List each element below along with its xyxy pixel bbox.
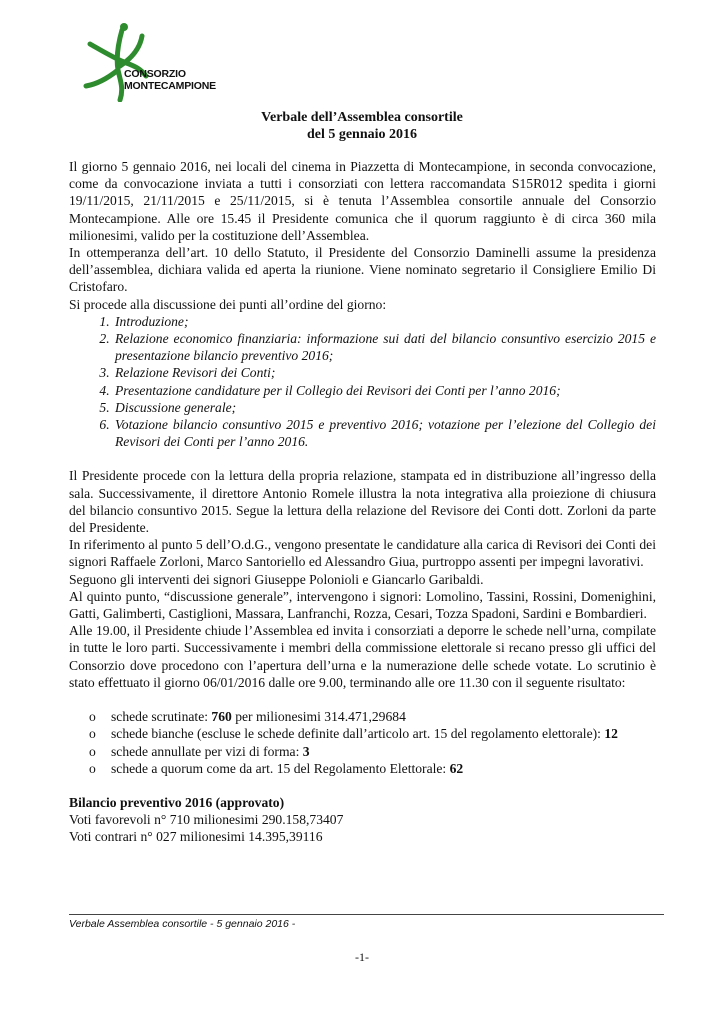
result-item bbox=[89, 743, 656, 760]
result-value: 760 bbox=[211, 709, 232, 725]
result-label: schede annullate per vizi di forma: bbox=[111, 743, 303, 759]
logo-line-1: CONSORZIO bbox=[124, 68, 186, 80]
logo-line-2: MONTECAMPIONE bbox=[124, 80, 216, 92]
document-title: Verbale dell’Assemblea consortile bbox=[261, 110, 463, 125]
result-item bbox=[89, 760, 656, 777]
votes-against: Voti contrari n° 027 milionesimi 14.395,39116 bbox=[69, 829, 323, 845]
agenda-item: 3. Relazione Revisori dei Conti; bbox=[113, 364, 656, 381]
agenda-list bbox=[69, 313, 656, 451]
result-item bbox=[89, 725, 656, 742]
page-number: -1- bbox=[355, 950, 369, 964]
result-suffix: per milionesimi 314.471,29684 bbox=[231, 709, 406, 725]
result-label: schede scrutinate: bbox=[111, 709, 212, 725]
result-item bbox=[89, 708, 656, 725]
result-value: 12 bbox=[604, 726, 618, 742]
agenda-item: 4. Presentazione candidature per il Collegio dei Revisori dei Conti per l’anno 2016; bbox=[113, 382, 656, 399]
votes-for: Voti favorevoli n° 710 milionesimi 290.158,73407 bbox=[69, 812, 344, 828]
bullet-icon: o bbox=[89, 760, 96, 776]
bullet-icon: o bbox=[89, 726, 96, 742]
paragraph-discussion: Al quinto punto, “discussione generale”, intervengono i signori: Lomolino, Tassini, Rossini, Domenighini, Gatti, Galimberti, Castiglioni, Massara, Lanfranchi, Rozza, Cesari, Tozza Spadoni, Sardini e Bombardieri. bbox=[69, 588, 656, 622]
paragraph-agenda-intro: Si procede alla discussione dei punti all’ordine del giorno: bbox=[69, 296, 387, 312]
agenda-item: 2. Relazione economico finanziaria: informazione sui dati del bilancio consuntivo esercizio 2015 e presentazione bilancio preventivo 2016; bbox=[113, 330, 656, 364]
result-value: 62 bbox=[449, 760, 464, 776]
footer-text: Verbale Assemblea consortile - 5 gennaio 2016 - bbox=[69, 918, 296, 930]
agenda-item: 5. Discussione generale; bbox=[113, 399, 656, 416]
paragraph-opening: Il giorno 5 gennaio 2016, nei locali del cinema in Piazzetta di Montecampione, in seconda convocazione, come da convocazione inviata a tutti i consorziati con lettera raccomandata S15R012 spedita i giorni 19/11/2015, 21/11/2015 e 25/11/2015, si è tenuta l’Assemblea consortile annuale del Consorzio Montecampione. Alle ore 15.45 il Presidente comunica che il quorum raggiunto è di circa 360 mila milionesimi, valido per la costituzione dell’Assemblea. bbox=[69, 159, 656, 243]
paragraph-interventions: Seguono gli interventi dei signori Giuseppe Polonioli e Giancarlo Garibaldi. bbox=[69, 571, 484, 587]
bullet-icon: o bbox=[89, 743, 96, 759]
result-label: schede a quorum come da art. 15 del Regolamento Elettorale: bbox=[111, 760, 450, 776]
result-value: 3 bbox=[302, 743, 310, 759]
logo-head-icon bbox=[120, 23, 128, 31]
document-body bbox=[69, 158, 656, 846]
result-label: schede bianche (escluse le schede definite dall’articolo art. 15 del regolamento elettorale): bbox=[111, 726, 605, 742]
paragraph-scrutiny: Alle 19.00, il Presidente chiude l’Assemblea ed invita i consorziati a deporre le schede nell’urna, compilate in tutte le loro parti. Successivamente i membri della commissione elettorale si recano presso gli uffici del Consorzio dove procedono con l’apertura dell’urna e la numerazione delle schede votate. Lo scrutinio è stato effettuato il giorno 06/01/2016 dalle ore 9.00, terminando alle ore 11.30 con il seguente risultato: bbox=[69, 623, 656, 690]
budget-heading: Bilancio preventivo 2016 (approvato) bbox=[69, 794, 285, 810]
paragraph-presidency: In ottemperanza dell’art. 10 dello Statuto, il Presidente del Consorzio Daminelli assume la presidenza dell’assemblea, dichiara valida ed aperta la riunione. Viene nominato segretario il Consigliere Emilio Di Cristofaro. bbox=[69, 245, 656, 295]
document-date: del 5 gennaio 2016 bbox=[306, 127, 418, 142]
agenda-item: 6. Votazione bilancio consuntivo 2015 e preventivo 2016; votazione per l’elezione del Collegio dei Revisori dei Conti per l’anno 2016. bbox=[113, 416, 656, 450]
footer-divider bbox=[69, 914, 664, 915]
agenda-item: 1. Introduzione; bbox=[113, 313, 656, 330]
results-list bbox=[69, 708, 656, 777]
bullet-icon: o bbox=[89, 709, 96, 725]
logo-text bbox=[124, 68, 216, 92]
paragraph-report: Il Presidente procede con la lettura della propria relazione, stampata ed in distribuzione all’ingresso della sala. Successivamente, il direttore Antonio Romele illustra la nota integrativa alla proiezione di chiusura del bilancio consuntivo 2015. Segue la lettura della relazione del Revisore dei Conti dott. Zorloni da parte del Presidente. bbox=[69, 468, 656, 536]
paragraph-candidates: In riferimento al punto 5 dell’O.d.G., vengono presentate le candidature alla carica di Revisori dei Conti dei signori Raffaele Zorloni, Marco Santoriello ed Alessandro Giua, purtroppo assenti per impegni lavorativi. bbox=[69, 537, 656, 570]
